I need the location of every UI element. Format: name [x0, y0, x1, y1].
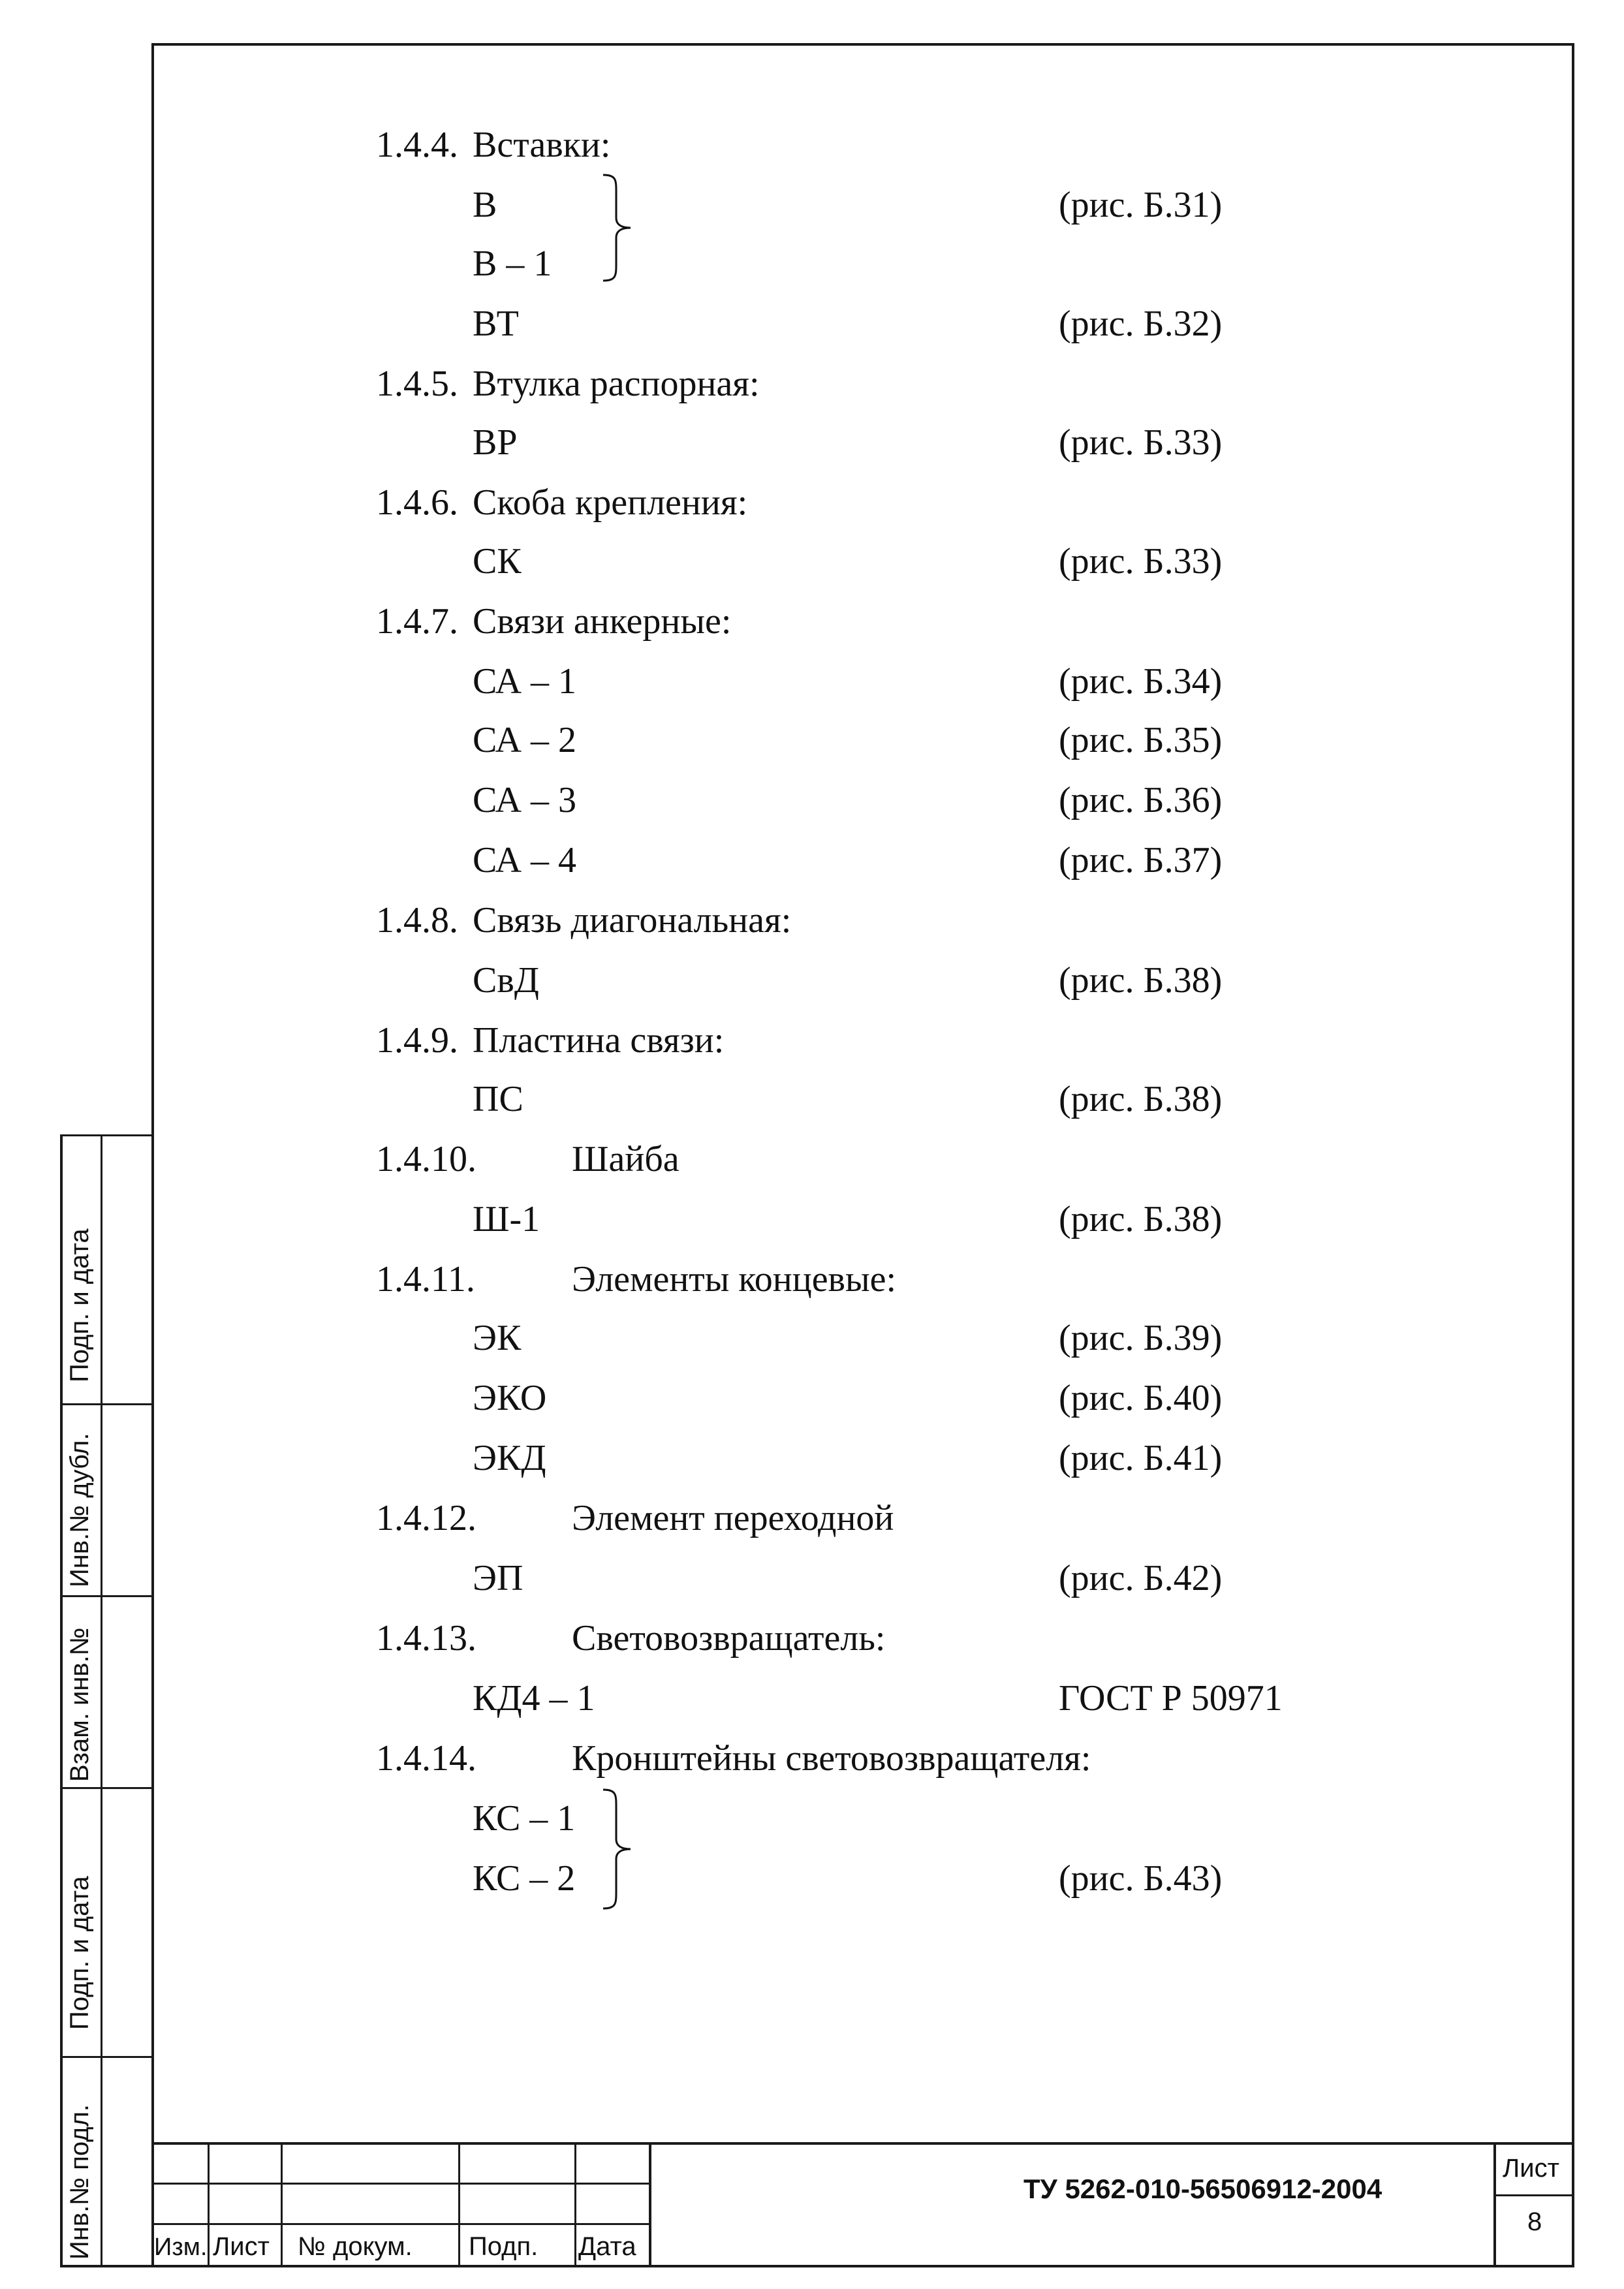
document-code: ТУ 5262-010-56506912-2004 — [1023, 2173, 1382, 2204]
frame-bottom — [60, 2265, 1574, 2267]
frame-top — [151, 43, 1574, 46]
item-code-sh-1: Ш-1 — [473, 1199, 540, 1239]
section-1-4-6-title: Скоба крепления: — [473, 482, 748, 523]
sheet-number: 8 — [1527, 2207, 1542, 2236]
tb-label-doc-no: № докум. — [298, 2232, 413, 2261]
item-ref-ep: (рис. Б.42) — [1059, 1558, 1223, 1598]
section-1-4-7-title: Связи анкерные: — [473, 601, 732, 642]
item-code-ek: ЭК — [473, 1318, 522, 1358]
item-code-sk: СК — [473, 541, 522, 582]
section-1-4-9-title: Пластина связи: — [473, 1020, 725, 1061]
tb-label-sheet: Лист — [1503, 2154, 1559, 2183]
tb-label-data: Дата — [578, 2232, 636, 2261]
side-margin-mid — [101, 1134, 102, 2266]
brace-v-group-icon — [599, 172, 638, 283]
side-label-podp-data-2: Подп. и дата — [65, 1876, 94, 2030]
tb-label-podp: Подп. — [469, 2232, 539, 2261]
tb-v-6 — [1493, 2142, 1496, 2266]
section-1-4-11-num: 1.4.11. — [376, 1259, 475, 1300]
item-ref-sk: (рис. Б.33) — [1059, 541, 1223, 582]
section-1-4-4-title: Вставки: — [473, 125, 611, 165]
tb-v-2 — [281, 2142, 283, 2266]
side-margin-div-1 — [60, 1403, 154, 1405]
section-1-4-7-num: 1.4.7. — [376, 601, 458, 642]
side-label-vzam-inv: Взам. инв.№ — [65, 1627, 94, 1782]
tb-v-4 — [574, 2142, 576, 2266]
tb-v-1 — [208, 2142, 210, 2266]
section-1-4-4-num: 1.4.4. — [376, 125, 458, 165]
item-code-ks-1: КС – 1 — [473, 1798, 576, 1839]
section-1-4-14-num: 1.4.14. — [376, 1738, 476, 1779]
tb-label-izm: Изм. — [154, 2234, 208, 2261]
tb-label-list: Лист — [213, 2232, 270, 2261]
item-ref-eko: (рис. Б.40) — [1059, 1378, 1223, 1418]
side-margin-left — [60, 1134, 63, 2266]
section-1-4-12-num: 1.4.12. — [376, 1498, 476, 1538]
item-ref-ek: (рис. Б.39) — [1059, 1318, 1223, 1358]
item-code-vt: ВТ — [473, 304, 519, 344]
item-ref-v-group: (рис. Б.31) — [1059, 185, 1223, 225]
item-code-kd4-1: КД4 – 1 — [473, 1678, 595, 1719]
tb-top — [151, 2142, 1574, 2145]
item-code-ks-2: КС – 2 — [473, 1858, 576, 1899]
item-ref-sa-1: (рис. Б.34) — [1059, 661, 1223, 702]
item-code-eko: ЭКО — [473, 1378, 547, 1418]
item-ref-ekd: (рис. Б.41) — [1059, 1438, 1223, 1478]
side-margin-top — [60, 1134, 154, 1136]
item-code-sa-2: СА – 2 — [473, 720, 577, 760]
section-1-4-10-title: Шайба — [572, 1139, 679, 1179]
tb-v-3 — [458, 2142, 460, 2266]
item-code-v-1: В – 1 — [473, 243, 552, 284]
item-ref-ps: (рис. Б.38) — [1059, 1079, 1223, 1119]
item-code-ekd: ЭКД — [473, 1438, 546, 1478]
item-code-ep: ЭП — [473, 1558, 523, 1598]
side-label-inv-podl: Инв.№ подл. — [65, 2104, 94, 2260]
section-1-4-12-title: Элемент переходной — [572, 1498, 894, 1538]
section-1-4-6-num: 1.4.6. — [376, 482, 458, 523]
tb-v-5 — [649, 2142, 651, 2266]
item-ref-ks-group: (рис. Б.43) — [1059, 1858, 1223, 1899]
frame-left — [151, 43, 154, 2266]
item-code-vr: ВР — [473, 422, 518, 463]
side-label-podp-data-1: Подп. и дата — [65, 1228, 94, 1382]
brace-ks-group-icon — [599, 1787, 638, 1911]
item-ref-sa-3: (рис. Б.36) — [1059, 780, 1223, 820]
section-1-4-10-num: 1.4.10. — [376, 1139, 476, 1179]
side-margin-div-3 — [60, 1787, 154, 1789]
side-margin-div-2 — [60, 1595, 154, 1597]
section-1-4-9-num: 1.4.9. — [376, 1020, 458, 1061]
item-ref-svd: (рис. Б.38) — [1059, 960, 1223, 1001]
section-1-4-14-title: Кронштейны световозвращателя: — [572, 1738, 1091, 1779]
item-code-sa-3: СА – 3 — [473, 780, 577, 820]
item-code-sa-1: СА – 1 — [473, 661, 577, 702]
section-1-4-5-title: Втулка распорная: — [473, 364, 760, 404]
section-1-4-13-num: 1.4.13. — [376, 1618, 476, 1658]
item-code-ps: ПС — [473, 1079, 523, 1119]
section-1-4-11-title: Элементы концевые: — [572, 1259, 897, 1300]
item-ref-vr: (рис. Б.33) — [1059, 422, 1223, 463]
item-code-v: В — [473, 185, 497, 225]
tb-sheet-div — [1493, 2194, 1574, 2196]
item-ref-sh-1: (рис. Б.38) — [1059, 1199, 1223, 1239]
item-ref-vt: (рис. Б.32) — [1059, 304, 1223, 344]
side-label-inv-dubl: Инв.№ дубл. — [65, 1433, 94, 1587]
item-ref-sa-4: (рис. Б.37) — [1059, 840, 1223, 880]
section-1-4-13-title: Световозвращатель: — [572, 1618, 886, 1658]
item-ref-kd4-1: ГОСТ Р 50971 — [1059, 1678, 1283, 1719]
item-ref-sa-2: (рис. Б.35) — [1059, 720, 1223, 760]
section-1-4-5-num: 1.4.5. — [376, 364, 458, 404]
item-code-svd: СвД — [473, 960, 539, 1001]
side-margin-div-4 — [60, 2056, 154, 2058]
item-code-sa-4: СА – 4 — [473, 840, 577, 880]
frame-right — [1572, 43, 1574, 2266]
section-1-4-8-num: 1.4.8. — [376, 900, 458, 941]
section-1-4-8-title: Связь диагональная: — [473, 900, 792, 941]
